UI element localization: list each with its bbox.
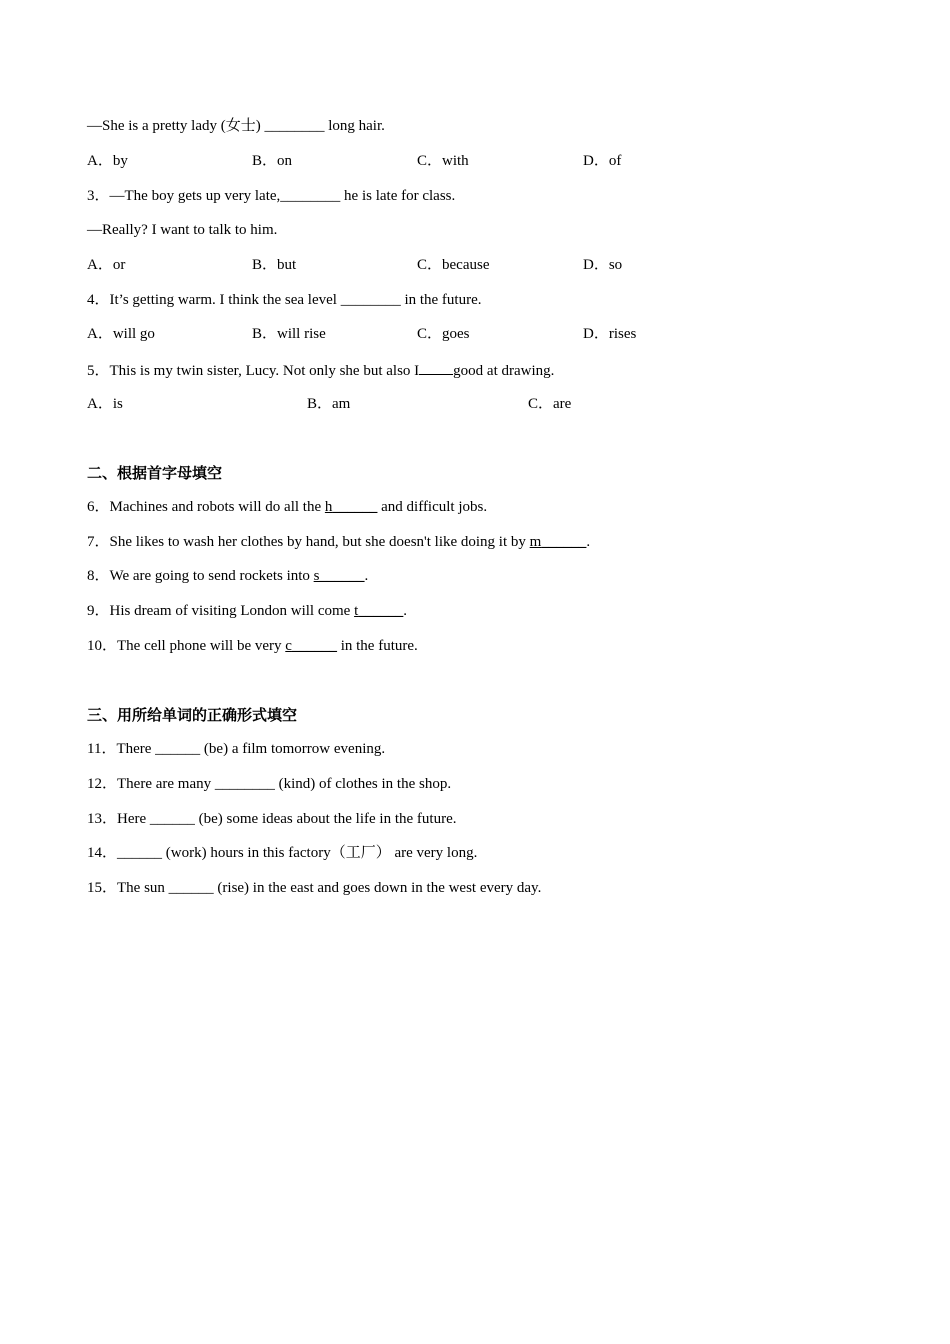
q6-line <box>87 497 487 517</box>
q6-after: and difficult jobs. <box>377 499 488 515</box>
q3-option-c[interactable]: C．because <box>417 257 490 273</box>
q10-answer-blank[interactable]: c______ <box>285 638 337 654</box>
q15-line: 15．The sun ______ (rise) in the east and goes down in the west every day. <box>87 880 542 896</box>
q3-stem: 3．—The boy gets up very late,________ he is late for class. <box>87 188 456 204</box>
q9-line <box>87 601 407 621</box>
q7-after: . <box>586 534 591 550</box>
q2-option-c[interactable]: C．with <box>417 153 469 169</box>
q8-before: 8．We are going to send rockets into <box>87 568 314 584</box>
q5-option-b[interactable]: B．am <box>307 396 351 412</box>
q3-option-d[interactable]: D．so <box>583 257 623 273</box>
q6-letter: h <box>324 499 333 515</box>
section-2-title: 二、根据首字母填空 <box>87 464 223 482</box>
q5-blank[interactable] <box>419 359 453 375</box>
q4-option-a[interactable]: A．will go <box>87 326 155 342</box>
q7-line <box>87 532 590 552</box>
q4-option-b[interactable]: B．will rise <box>252 326 326 342</box>
q2-option-a[interactable]: A．by <box>87 153 128 169</box>
q8-after: . <box>364 568 369 584</box>
q7-letter: m <box>529 534 542 550</box>
q7-answer-blank[interactable]: m______ <box>529 534 587 550</box>
q6-before: 6．Machines and robots will do all the <box>87 499 325 515</box>
q5-option-c[interactable]: C．are <box>528 396 572 412</box>
q11-line: 11．There ______ (be) a film tomorrow evening. <box>87 741 386 757</box>
q12-line: 12．There are many ________ (kind) of clothes in the shop. <box>87 776 452 792</box>
section-3-title: 三、用所给单词的正确形式填空 <box>87 706 298 724</box>
q3-option-a[interactable]: A．or <box>87 257 126 273</box>
q2-line: —She is a pretty lady (女士) ________ long hair. <box>87 118 385 134</box>
q9-after: . <box>403 603 407 619</box>
q8-letter: s <box>313 568 320 584</box>
q4-option-c[interactable]: C．goes <box>417 326 470 342</box>
q8-line <box>87 566 368 586</box>
q3-option-b[interactable]: B．but <box>252 257 297 273</box>
q9-letter: t <box>354 603 359 619</box>
q6-answer-blank[interactable]: h______ <box>324 499 378 515</box>
q10-letter: c <box>285 638 292 654</box>
q5-stem <box>87 359 554 381</box>
q10-line <box>87 636 418 656</box>
q5-stem-after: good at drawing. <box>453 363 555 379</box>
q2-option-b[interactable]: B．on <box>252 153 293 169</box>
q8-answer-blank[interactable]: s______ <box>313 568 365 584</box>
q10-after: in the future. <box>336 638 418 654</box>
q4-stem: 4．It’s getting warm. I think the sea level ________ in the future. <box>87 292 482 308</box>
q4-option-d[interactable]: D．rises <box>583 326 637 342</box>
q2-option-d[interactable]: D．of <box>583 153 622 169</box>
q3-reply: —Really? I want to talk to him. <box>87 222 278 238</box>
q9-before: 9．His dream of visiting London will come <box>87 603 355 619</box>
q5-stem-before: 5．This is my twin sister, Lucy. Not only she but also I <box>87 363 420 379</box>
q5-option-a[interactable]: A．is <box>87 396 123 412</box>
q13-line: 13．Here ______ (be) some ideas about the life in the future. <box>87 811 457 827</box>
q7-before: 7．She likes to wash her clothes by hand, but she doesn't like doing it by <box>87 534 530 550</box>
q10-before: 10．The cell phone will be very <box>87 638 286 654</box>
q9-answer-blank[interactable]: t______ <box>354 603 404 619</box>
q14-line: 14．______ (work) hours in this factory（工厂） are very long. <box>87 845 478 861</box>
